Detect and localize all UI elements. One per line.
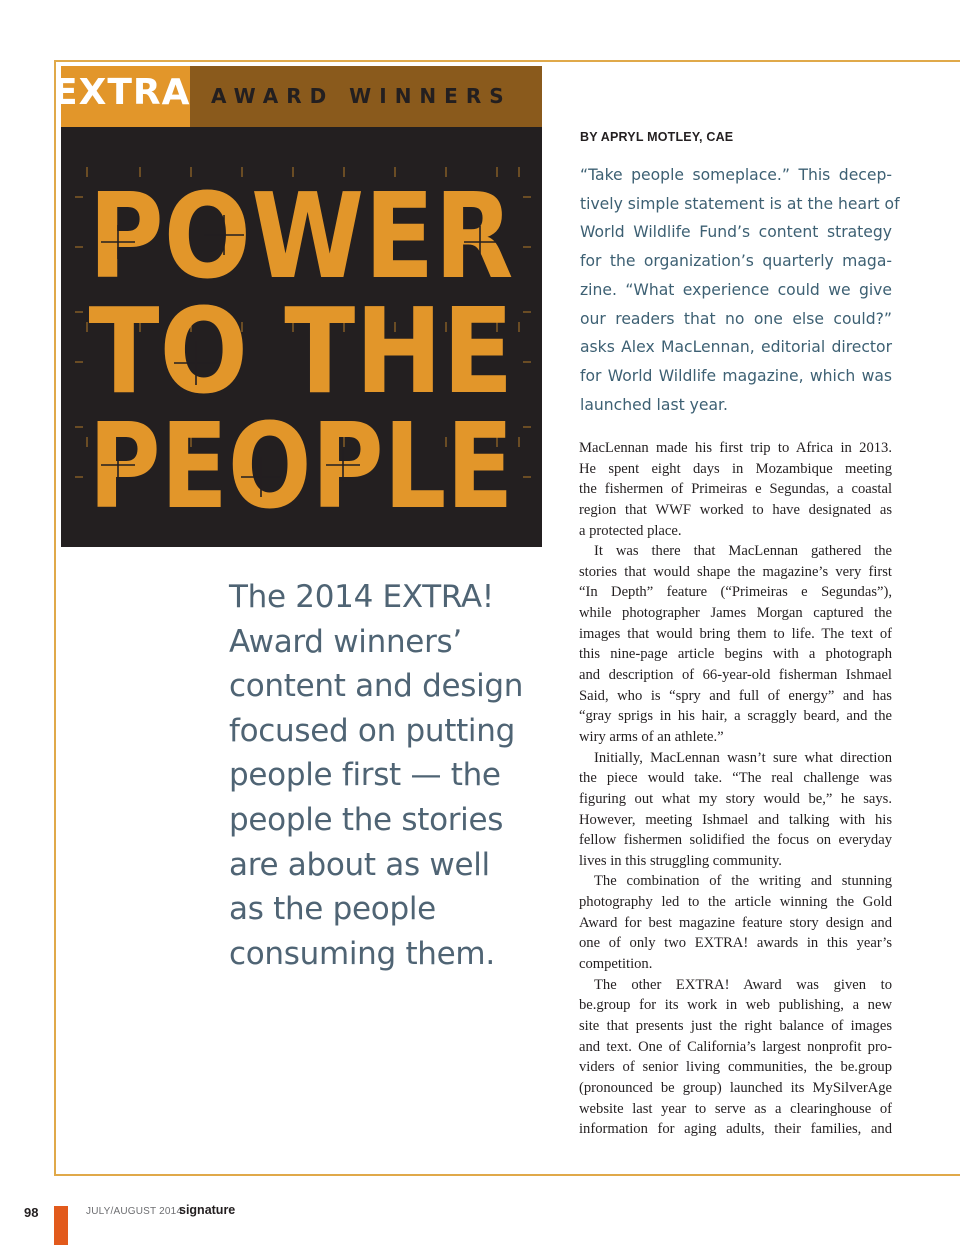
body-line: a protected place. bbox=[579, 522, 682, 539]
body-line: competition. bbox=[579, 956, 653, 973]
intro-paragraph bbox=[580, 161, 900, 419]
body-line: while photographer James Morgan captured the bbox=[579, 605, 892, 622]
award-banner bbox=[53, 66, 542, 127]
body-line: viders of senior living communities, the be.group bbox=[579, 1059, 892, 1076]
pull-quote-line: focused on putting bbox=[229, 712, 515, 749]
body-line: this nine-page article begins with a photograph bbox=[579, 646, 892, 663]
intro-line: asks Alex MacLennan, editorial director bbox=[580, 338, 892, 357]
pull-quote-line: The 2014 EXTRA! bbox=[229, 579, 494, 615]
body-line: stories that would shape the magazine’s very first bbox=[579, 563, 892, 580]
body-line: Initially, MacLennan wasn’t sure what direction bbox=[594, 749, 892, 766]
body-line: photography led to the article winning the Gold bbox=[579, 894, 892, 911]
intro-line: tively simple statement is at the heart of bbox=[580, 194, 900, 213]
frame-top-rule bbox=[54, 60, 960, 62]
body-line: Said, who is “spry and full of energy” and has bbox=[579, 687, 892, 704]
body-line: the fishermen of Primeiras e Segundas, a coastal bbox=[579, 481, 892, 498]
body-line: and text. One of California’s largest nonprofit pro- bbox=[579, 1038, 892, 1055]
body-line: site that presents just the right balance of images bbox=[579, 1017, 892, 1034]
body-line: lives in this struggling community. bbox=[579, 852, 782, 869]
intro-line: zine. “What experience could we give bbox=[580, 280, 892, 299]
body-text-column bbox=[579, 438, 892, 1140]
headline-line-1: POWER bbox=[88, 167, 514, 305]
intro-line: World Wildlife Fund’s content strategy bbox=[580, 223, 892, 242]
body-line: be.group for its work in web publishing, a new bbox=[579, 997, 892, 1014]
pull-quote-line: are about as well bbox=[229, 846, 490, 883]
headline-graphic bbox=[61, 127, 542, 547]
award-winners-label: AWARD WINNERS bbox=[211, 84, 512, 108]
byline: BY APRYL MOTLEY, CAE bbox=[580, 130, 734, 144]
pull-quote-line: people first — the bbox=[229, 757, 501, 794]
pull-quote-line: Award winners’ bbox=[229, 623, 462, 660]
body-line: figuring out what my story would be,” he says. bbox=[579, 790, 892, 807]
body-line: one of only two EXTRA! awards in this year’s bbox=[579, 935, 892, 952]
body-line: It was there that MacLennan gathered the bbox=[594, 543, 892, 560]
pull-quote-line: content and design bbox=[229, 668, 524, 705]
intro-line: “Take people someplace.” This decep- bbox=[580, 166, 892, 184]
pull-quote-line: as the people bbox=[229, 891, 436, 928]
frame-bottom-rule bbox=[54, 1174, 960, 1176]
body-line: region that WWF worked to have designated as bbox=[579, 501, 892, 518]
headline-line-2: TO THE bbox=[88, 282, 514, 420]
extra-logo-block bbox=[53, 66, 191, 127]
page-number: 98 bbox=[24, 1205, 39, 1220]
body-line: However, meeting Ishmael and talking with his bbox=[579, 811, 892, 828]
body-line: and description of 66-year-old fisherman Ishmael bbox=[579, 667, 892, 684]
body-line: (pronounced be group) launched its MySilverAge bbox=[579, 1079, 892, 1096]
pull-quote-line: people the stories bbox=[229, 801, 504, 838]
body-line: fellow fishermen solidified the focus on everyday bbox=[579, 832, 892, 849]
issue-date: JULY/AUGUST 2014 bbox=[86, 1206, 183, 1217]
body-line: wiry arms of an athlete.” bbox=[579, 728, 724, 745]
body-line: Award for best magazine feature story design and bbox=[579, 914, 892, 931]
headline-line-3: PEOPLE bbox=[88, 397, 514, 535]
body-line: “gray sprigs in his hair, a scraggly beard, and the bbox=[579, 708, 892, 725]
pull-quote bbox=[229, 575, 529, 976]
intro-line: for the organization’s quarterly maga- bbox=[580, 252, 892, 271]
intro-line: launched last year. bbox=[580, 395, 728, 414]
extra-logo: EXTRA bbox=[53, 72, 191, 113]
hero-illustration bbox=[53, 66, 542, 547]
body-line: “In Depth” feature (“Primeiras e Segundas”), bbox=[579, 584, 892, 601]
body-line: website last year to serve as a clearinghouse of bbox=[579, 1100, 892, 1117]
intro-line: for World Wildlife magazine, which was bbox=[580, 366, 892, 385]
body-line: information for aging adults, their families, and bbox=[579, 1121, 892, 1138]
intro-line: our readers that no one else could?” bbox=[580, 309, 892, 328]
body-line: MacLennan made his first trip to Africa in 2013. bbox=[579, 440, 892, 456]
body-line: The other EXTRA! Award was given to bbox=[594, 976, 892, 993]
body-line: The combination of the writing and stunning bbox=[594, 873, 892, 890]
pull-quote-line: consuming them. bbox=[229, 935, 495, 972]
publication-name: signature bbox=[179, 1203, 236, 1217]
body-line: the piece would take. “The real challenge was bbox=[579, 770, 892, 787]
folio-accent-bar bbox=[54, 1206, 68, 1245]
body-line: images that would bring them to life. The text of bbox=[579, 625, 892, 642]
frame-left-rule bbox=[54, 60, 56, 1176]
body-line: He spent eight days in Mozambique meeting bbox=[579, 460, 892, 477]
